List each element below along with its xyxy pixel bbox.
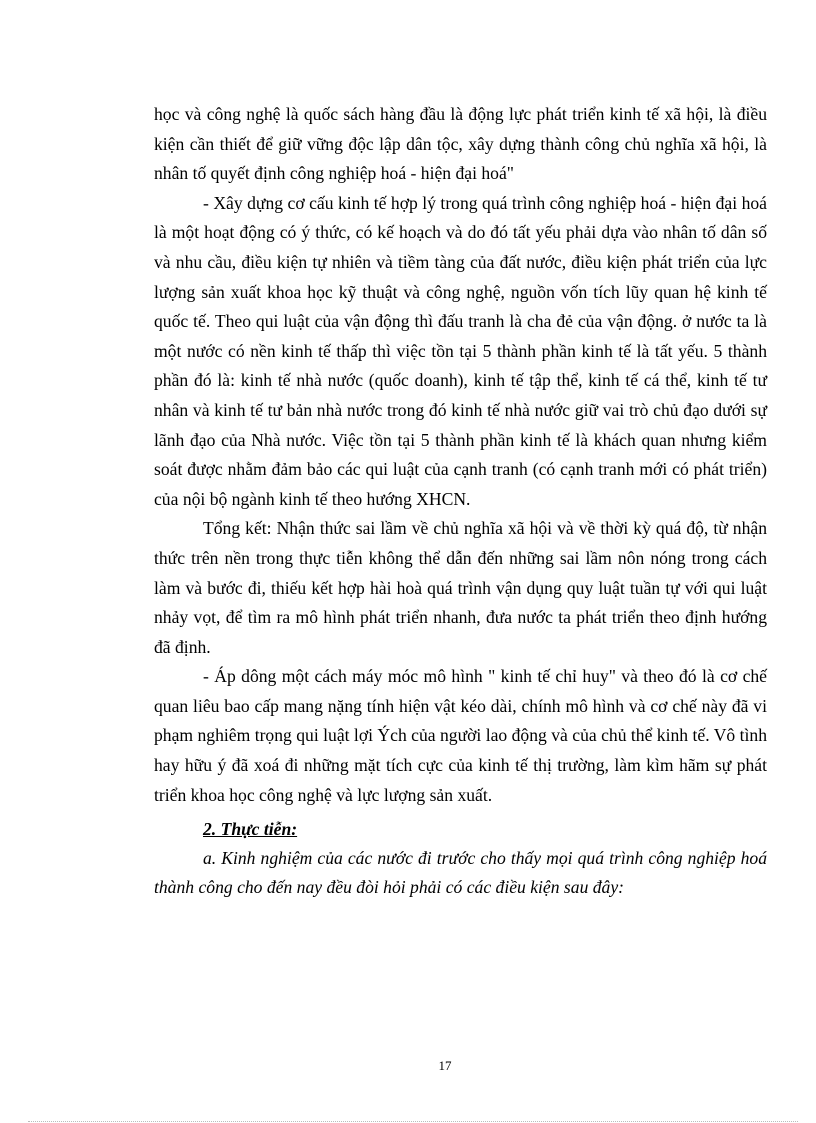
section-heading: 2. Thực tiễn: <box>203 819 298 840</box>
paragraph-command-economy: - Áp dông một cách máy móc mô hình " kinh tế chỉ huy" và theo đó là cơ chế quan liêu bao cấp mang nặng tính hiện vật kéo dài, chính mô hình và cơ chế này đã vi phạm nghiêm trọng qui luật lợi Ých của người lao động và của chủ thể kinh tế. Vô tình hay hữu ý đã xoá đi những mặt tích cực của kinh tế thị trường, làm kìm hãm sự phát triển khoa học công nghệ và lực lượng sản xuất. <box>154 666 767 805</box>
body-text <box>154 100 767 902</box>
paragraph-experience: a. Kinh nghiệm của các nước đi trước cho thấy mọi quá trình công nghiệp hoá thành công cho đến nay đều đòi hỏi phải có các điều kiện sau đây: <box>154 848 767 898</box>
page-number: 17 <box>438 1058 452 1073</box>
paragraph-summary: Tổng kết: Nhận thức sai lầm về chủ nghĩa xã hội và về thời kỳ quá độ, từ nhận thức trên nền trong thực tiễn không thể dẫn đến những sai lầm nôn nóng trong cách làm và bước đi, thiếu kết hợp hài hoà quá trình vận dụng quy luật tuần tự với qui luật nhảy vọt, để tìm ra mô hình phát triển nhanh, đưa nước ta phát triển theo định hướng đã định. <box>154 518 767 657</box>
paragraph-economic-structure: - Xây dựng cơ cấu kinh tế hợp lý trong quá trình công nghiệp hoá - hiện đại hoá là một hoạt động có ý thức, có kế hoạch và do đó tất yếu phải dựa vào nhân tố dân số và nhu cầu, điều kiện tự nhiên và tiềm tàng của đất nước, điều kiện phát triển của lực lượng sản xuất khoa học kỹ thuật và công nghệ, nguồn vốn tích lũy quan hệ kinh tế quốc tế. Theo qui luật của vận động thì đấu tranh là cha đẻ của vận động. ở nước ta là một nước có nền kinh tế thấp thì việc tồn tại 5 thành phần kinh tế là tất yếu. 5 thành phần đó là: kinh tế nhà nước (quốc doanh), kinh tế tập thể, kinh tế cá thể, kinh tế tư nhân và kinh tế tư bản nhà nước trong đó kinh tế nhà nước giữ vai trò chủ đạo dưới sự lãnh đạo của Nhà nước. Việc tồn tại 5 thành phần kinh tế là khách quan nhưng kiểm soát được nhằm đảm bảo các qui luật của cạnh tranh (có cạnh tranh mới có phát triển) của nội bộ ngành kinh tế theo hướng XHCN. <box>154 192 767 509</box>
paragraph-continuation: học và công nghệ là quốc sách hàng đầu là động lực phát triển kinh tế xã hội, là điều kiện cần thiết để giữ vững độc lập dân tộc, xây dựng thành công chủ nghĩa xã hội, là nhân tố quyết định công nghiệp hoá - hiện đại hoá" <box>154 104 767 184</box>
page-bottom-divider <box>28 1121 798 1122</box>
